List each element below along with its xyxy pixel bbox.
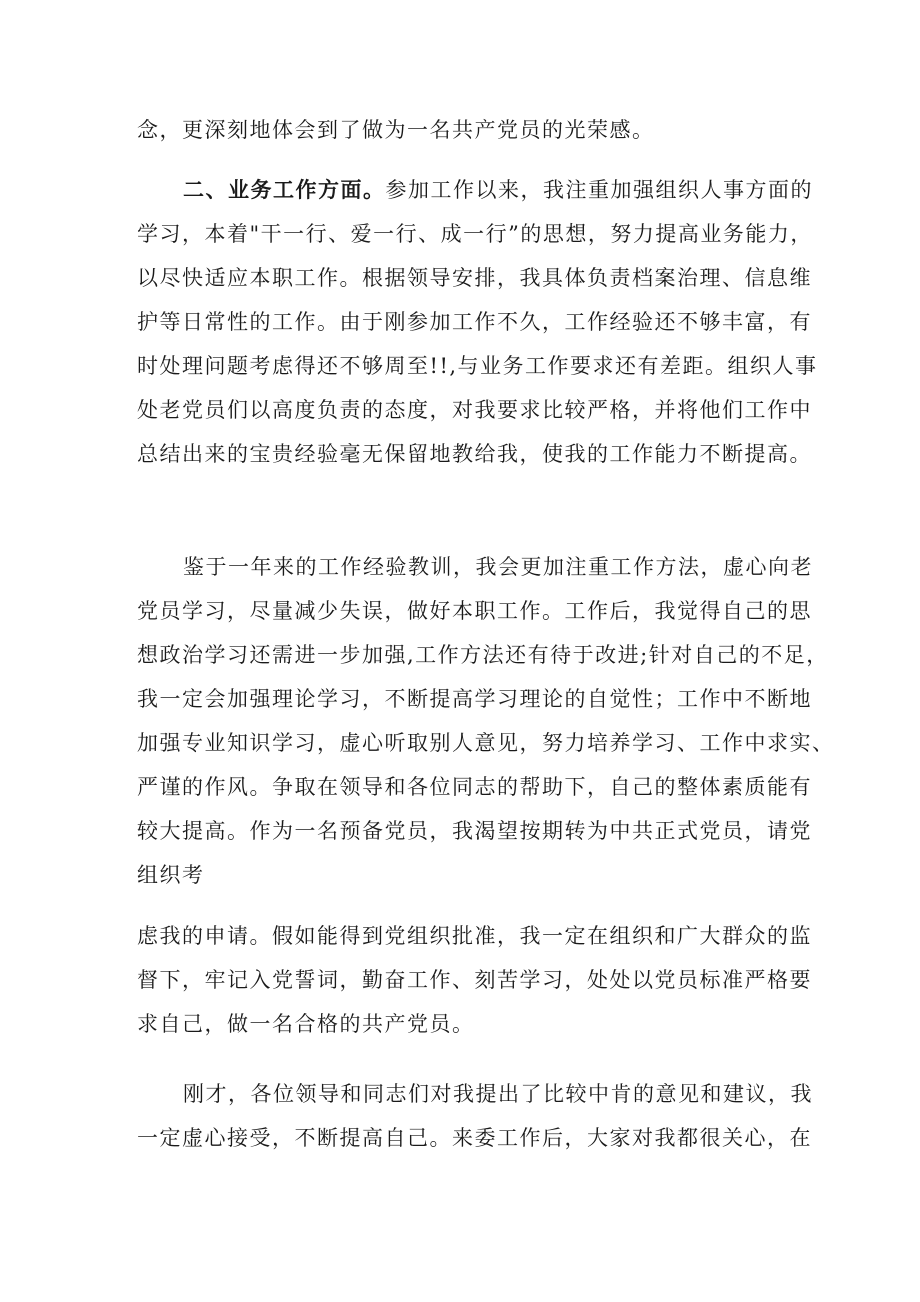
text-line: 我一定会加强理论学习，不断提高学习理论的自觉性；工作中不断地	[137, 687, 812, 711]
text-line: 参加工作以来，我注重加强组织人事方面的	[385, 178, 813, 202]
text-line: 督下，牢记入党誓词，勤奋工作、刻苦学习，处处以党员标准严格要	[137, 968, 812, 992]
text-line: 加强专业知识学习，虚心听取别人意见，努力培养学习、工作中求实、	[137, 731, 835, 755]
text-line: 较大提高。作为一名预备党员，我渴望按期转为中共正式党员，请党	[137, 819, 812, 843]
text-line: 学习，本着"干一行、爱一行、成一行”的思想，努力提高业务能力，	[137, 222, 813, 246]
text-line: 时处理问题考虑得还不够周至!!,与业务工作要求还有差距。组织人事	[137, 354, 818, 378]
text-line: 以尽快适应本职工作。根据领导安排，我具体负责档案治理、信息维	[137, 266, 812, 290]
paragraph-line	[183, 176, 813, 204]
text-line: 虑我的申请。假如能得到党组织批准，我一定在组织和广大群众的监	[137, 924, 812, 948]
section-heading: 二、业务工作方面。	[183, 177, 386, 202]
text-line: 护等日常性的工作。由于刚参加工作不久，工作经验还不够丰富，有	[137, 310, 812, 334]
text-line: 一定虚心接受，不断提高自己。来委工作后，大家对我都很关心，在	[137, 1126, 812, 1150]
text-line: 组织考	[137, 863, 205, 887]
text-line: 刚才，各位领导和同志们对我提出了比较中肯的意见和建议，我	[183, 1082, 813, 1106]
text-line: 鉴于一年来的工作经验教训，我会更加注重工作方法，虚心向老	[183, 555, 813, 579]
text-line: 念，更深刻地体会到了做为一名共产党员的光荣感。	[137, 118, 655, 142]
text-line: 求自己，做一名合格的共产党员。	[137, 1012, 475, 1036]
text-line: 严谨的作风。争取在领导和各位同志的帮助下，自己的整体素质能有	[137, 775, 812, 799]
text-line: 总结出来的宝贵经验毫无保留地教给我，使我的工作能力不断提高。	[137, 442, 812, 466]
text-line: 想政治学习还需进一步加强,工作方法还有待于改进;针对自己的不足，	[137, 643, 829, 667]
text-line: 党员学习，尽量减少失误，做好本职工作。工作后，我觉得自己的思	[137, 599, 812, 623]
text-line: 处老党员们以高度负责的态度，对我要求比较严格，并将他们工作中	[137, 398, 812, 422]
